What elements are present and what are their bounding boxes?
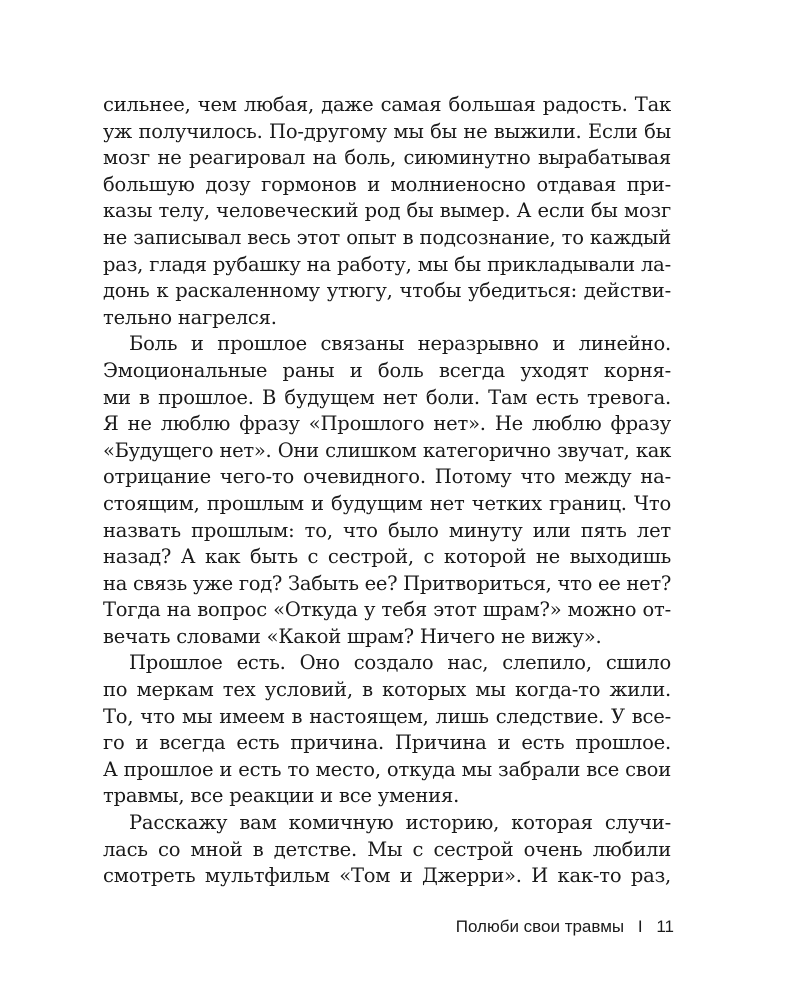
- text-line: ми в прошлое. В будущем нет боли. Там есть тревога.: [103, 385, 671, 409]
- text-line: лась со мной в детстве. Мы с сестрой очень любили: [103, 837, 671, 861]
- text-line: тельно нагрелся.: [103, 305, 277, 329]
- text-line: Боль и прошлое связаны неразрывно и линейно.: [129, 332, 671, 356]
- text-line: стоящим, прошлым и будущим нет четких границ. Что: [103, 491, 671, 515]
- text-line: большую дозу гормонов и молниеносно отдавая при-: [103, 172, 671, 196]
- text-line: раз, гладя рубашку на работу, мы бы прикладывали ла-: [103, 252, 671, 276]
- running-footer: [420, 914, 674, 940]
- text-line: Тогда на вопрос «Откуда у тебя этот шрам?» можно от-: [103, 598, 671, 622]
- text-line: отрицание чего-то очевидного. Потому что между на-: [103, 465, 671, 489]
- text-line: на связь уже год? Забыть ее? Притвориться, что ее нет?: [103, 571, 671, 595]
- text-line: мозг не реагировал на боль, сиюминутно вырабатывая: [103, 146, 671, 170]
- text-line: «Будущего нет». Они слишком категорично звучат, как: [103, 438, 671, 462]
- text-line: То, что мы имеем в настоящем, лишь следствие. У все-: [103, 704, 671, 728]
- footer-separator: I: [637, 917, 643, 936]
- text-line: казы телу, человеческий род бы вымер. А если бы мозг: [103, 199, 671, 223]
- text-line: смотреть мультфильм «Том и Джерри». И как-то раз,: [103, 864, 671, 888]
- text-line: по меркам тех условий, в которых мы когда-то жили.: [103, 678, 671, 702]
- text-line: Эмоциональные раны и боль всегда уходят корня-: [103, 358, 671, 382]
- text-line: донь к раскаленному утюгу, чтобы убедиться: действи-: [103, 279, 671, 303]
- text-line: травмы, все реакции и все умения.: [103, 784, 460, 808]
- book-title: Полюби свои травмы: [455, 917, 625, 936]
- text-line: сильнее, чем любая, даже самая большая радость. Так: [103, 93, 671, 116]
- text-line: го и всегда есть причина. Причина и есть прошлое.: [103, 731, 671, 755]
- text-line: Расскажу вам комичную историю, которая случи-: [129, 811, 671, 835]
- text-line: вечать словами «Какой шрам? Ничего не вижу».: [103, 624, 602, 648]
- text-line: уж получилось. По-другому мы бы не выжили. Если бы: [103, 119, 671, 143]
- text-line: назад? А как быть с сестрой, с которой не выходишь: [103, 545, 671, 569]
- body-text: [103, 92, 671, 890]
- text-line: Я не люблю фразу «Прошлого нет». Не люблю фразу: [103, 412, 671, 436]
- text-line: Прошлое есть. Оно создало нас, слепило, сшило: [129, 651, 671, 675]
- page-number: 11: [656, 917, 674, 936]
- text-line: А прошлое и есть то место, откуда мы забрали все свои: [103, 757, 671, 781]
- text-line: не записывал весь этот опыт в подсознание, то каждый: [103, 225, 671, 249]
- text-line: назвать прошлым: то, что было минуту или пять лет: [103, 518, 671, 542]
